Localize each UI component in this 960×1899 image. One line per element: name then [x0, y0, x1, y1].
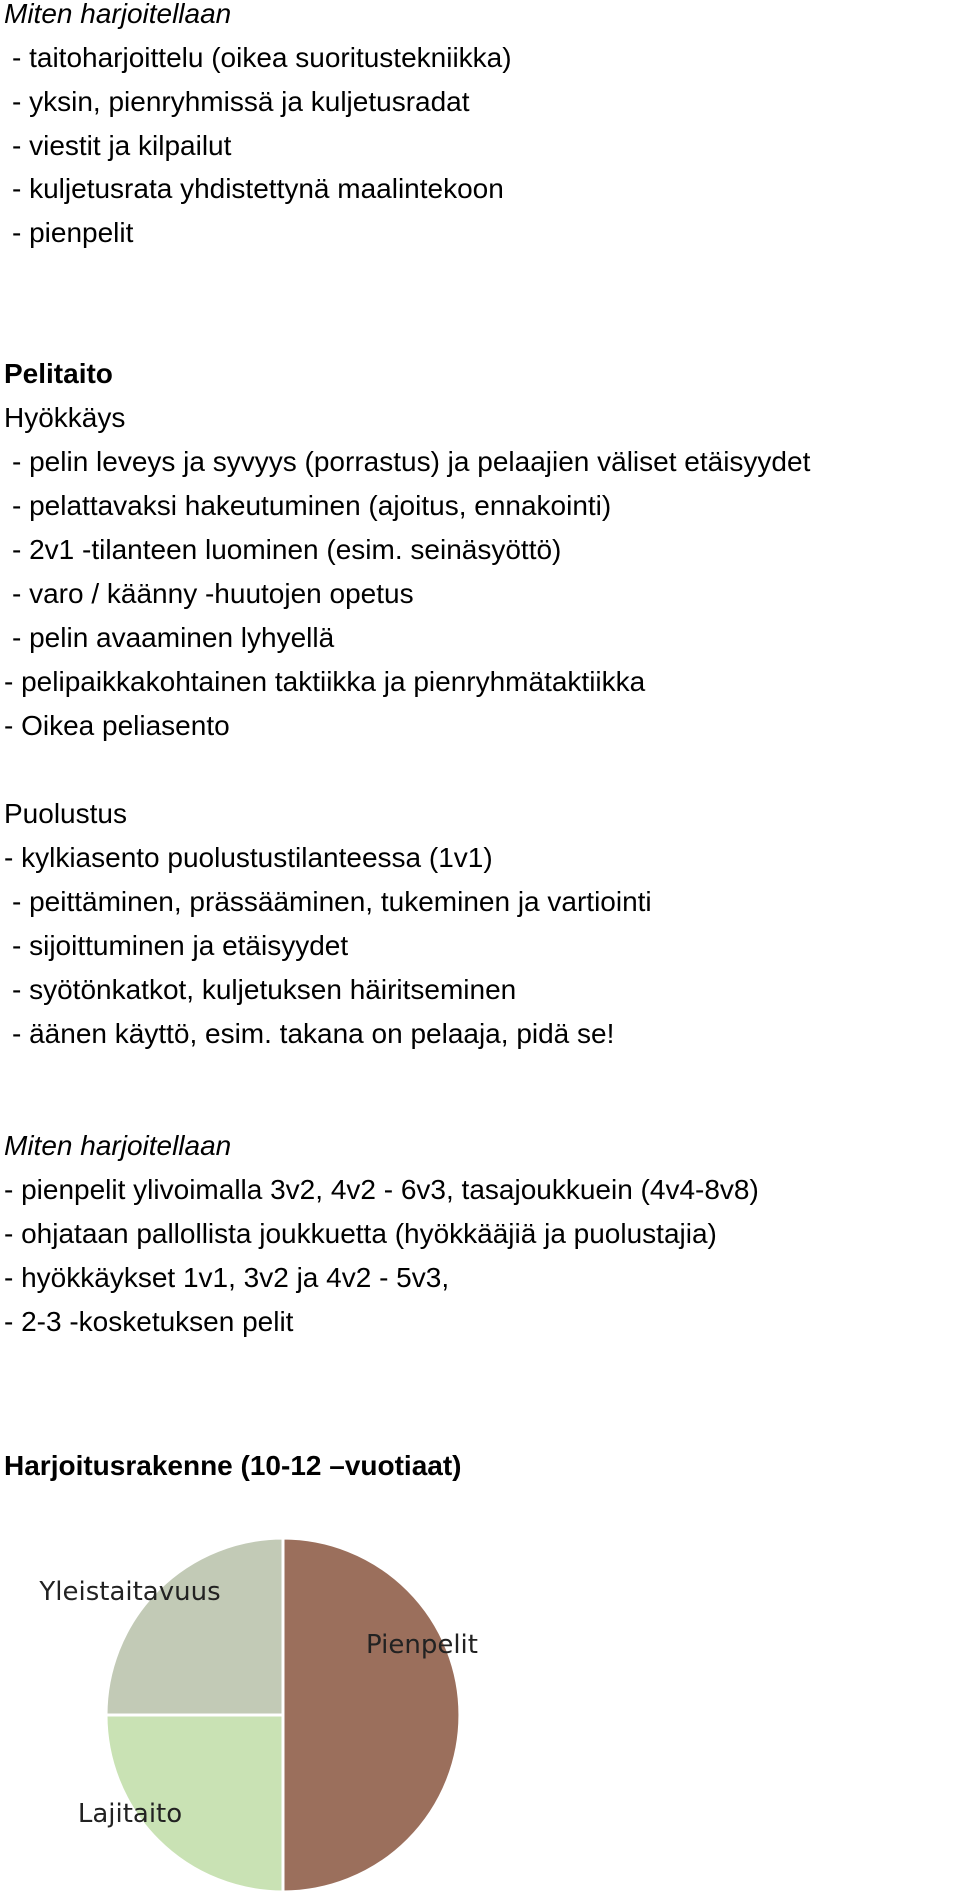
attack-heading: Hyökkäys: [4, 402, 126, 433]
list-item: - viestit ja kilpailut: [12, 130, 232, 161]
list-item: - äänen käyttö, esim. takana on pelaaja, pidä se!: [12, 1018, 615, 1049]
section4-title: Harjoitusrakenne (10-12 –vuotiaat): [4, 1450, 462, 1481]
list-item: - pelattavaksi hakeutuminen (ajoitus, ennakointi): [12, 490, 612, 521]
list-item: - 2-3 -kosketuksen pelit: [4, 1306, 294, 1337]
section2-title: Pelitaito: [4, 358, 113, 389]
list-item: - pelin avaaminen lyhyellä: [12, 622, 335, 653]
list-item: - sijoittuminen ja etäisyydet: [12, 930, 349, 961]
list-item: - ohjataan pallollista joukkuetta (hyökkääjiä ja puolustajia): [4, 1218, 717, 1249]
list-item: - varo / käänny -huutojen opetus: [12, 578, 414, 609]
section3-heading: Miten harjoitellaan: [4, 1130, 232, 1161]
list-item: - syötönkatkot, kuljetuksen häiritseminen: [12, 974, 517, 1005]
list-item: - hyökkäykset 1v1, 3v2 ja 4v2 - 5v3,: [4, 1262, 450, 1293]
pie-slice-yleistaitavuus: [106, 1538, 283, 1715]
defense-heading: Puolustus: [4, 798, 127, 829]
list-item: - kuljetusrata yhdistettynä maalintekoon: [12, 173, 504, 204]
list-item: - pelin leveys ja syvyys (porrastus) ja pelaajien väliset etäisyydet: [12, 446, 811, 477]
pie-label-pienpelit: Pienpelit: [366, 1630, 478, 1660]
list-item: - taitoharjoittelu (oikea suoritustekniikka): [12, 42, 512, 73]
list-item: - kylkiasento puolustustilanteessa (1v1): [4, 842, 493, 873]
list-item: - pelipaikkakohtainen taktiikka ja pienryhmätaktiikka: [4, 666, 646, 697]
list-item: - 2v1 -tilanteen luominen (esim. seinäsyöttö): [12, 534, 562, 565]
list-item: - yksin, pienryhmissä ja kuljetusradat: [12, 86, 470, 117]
list-item: - Oikea peliasento: [4, 710, 230, 741]
list-item: - pienpelit ylivoimalla 3v2, 4v2 - 6v3, tasajoukkuein (4v4-8v8): [4, 1174, 759, 1205]
list-item: - pienpelit: [12, 217, 134, 248]
pie-label-yleistaitavuus: Yleistaitavuus: [39, 1577, 221, 1607]
section1-heading: Miten harjoitellaan: [4, 0, 232, 29]
pie-slice-pienpelit: [283, 1538, 460, 1892]
list-item: - peittäminen, prässääminen, tukeminen ja vartiointi: [12, 886, 652, 917]
pie-label-lajitaito: Lajitaito: [77, 1799, 183, 1829]
pie-chart: [0, 1520, 960, 1899]
